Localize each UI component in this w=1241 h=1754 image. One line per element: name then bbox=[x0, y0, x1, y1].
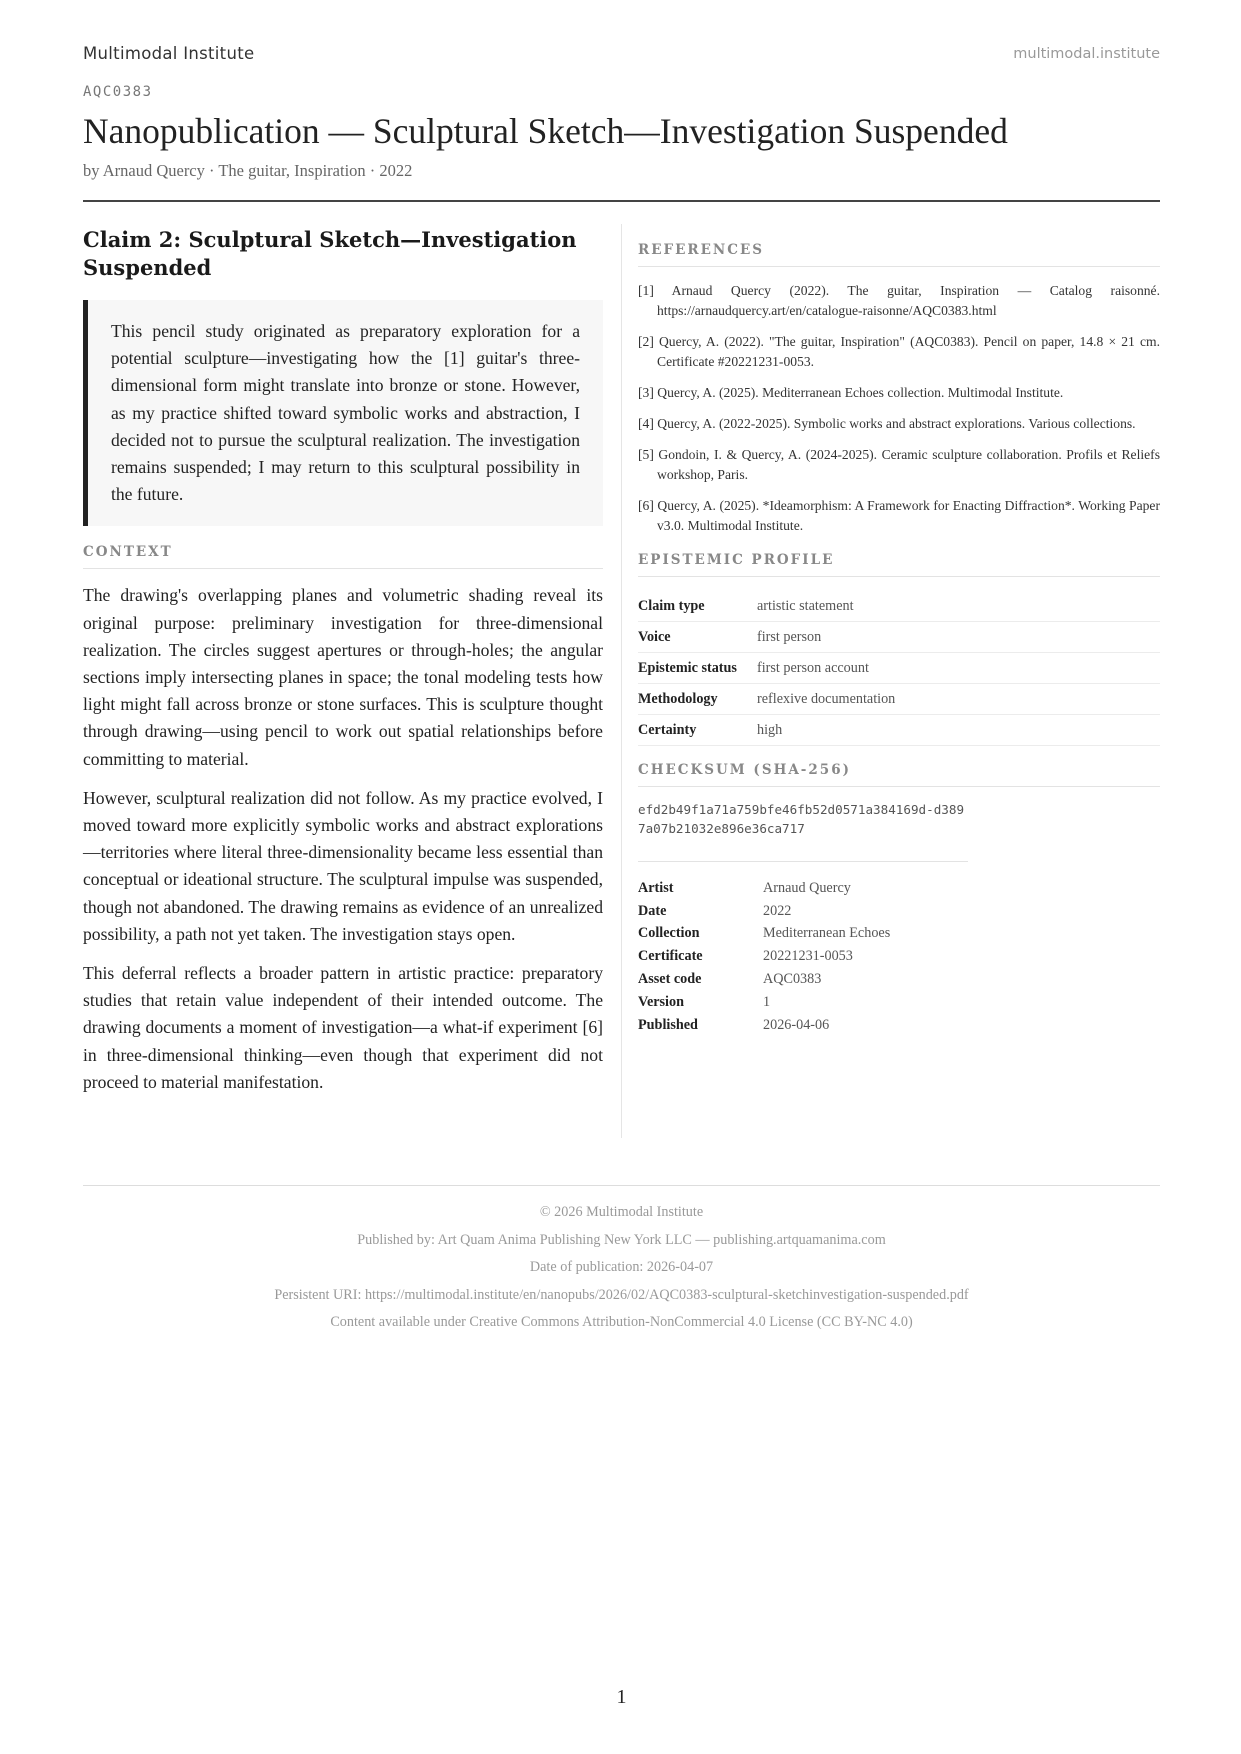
byline: by Arnaud Quercy · The guitar, Inspiration · 2022 bbox=[83, 161, 413, 180]
footer bbox=[83, 1204, 1160, 1342]
metadata-value: Arnaud Quercy bbox=[763, 879, 851, 896]
metadata-row bbox=[638, 945, 1160, 968]
references-heading: REFERENCES bbox=[638, 242, 1160, 267]
reference-item: [1] Arnaud Quercy (2022). The guitar, Inspiration — Catalog raisonné. https://arnaudquercy.art/en/catalogue-raisonne/AQC0383.html bbox=[638, 283, 1160, 318]
metadata-key: Collection bbox=[638, 925, 700, 942]
epistemic-value: first person account bbox=[757, 659, 869, 676]
metadata-value: 1 bbox=[763, 993, 771, 1010]
reference-item: [2] Quercy, A. (2022). "The guitar, Inspiration" (AQC0383). Pencil on paper, 14.8 × 21 cm. Certificate #20221231-0053. bbox=[638, 334, 1160, 369]
institute-name: Multimodal Institute bbox=[83, 44, 255, 63]
context-heading: CONTEXT bbox=[83, 544, 603, 569]
metadata-key: Published bbox=[638, 1016, 698, 1033]
metadata-row bbox=[638, 968, 1160, 991]
footer-copyright: © 2026 Multimodal Institute bbox=[539, 1204, 704, 1220]
epistemic-heading: EPISTEMIC PROFILE bbox=[638, 552, 1160, 577]
checksum-heading: CHECKSUM (SHA-256) bbox=[638, 762, 1160, 787]
claim-heading: Claim 2: Sculptural Sketch—Investigation Suspended bbox=[83, 227, 577, 280]
metadata-key: Certificate bbox=[638, 948, 703, 965]
header-divider bbox=[83, 200, 1160, 202]
asset-code: AQC0383 bbox=[83, 84, 153, 100]
checksum-value: efd2b49f1a71a759bfe46fb52d0571a384169d-d3897a07b21032e896e36ca717 bbox=[638, 800, 968, 862]
metadata-row bbox=[638, 923, 1160, 946]
column-divider bbox=[621, 224, 622, 1138]
sidebar bbox=[638, 242, 1160, 1037]
footer-publisher: Published by: Art Quam Anima Publishing New York LLC — publishing.artquamanima.com bbox=[357, 1231, 886, 1248]
footer-divider bbox=[83, 1185, 1160, 1186]
reference-item: [5] Gondoin, I. & Quercy, A. (2024-2025). Ceramic sculpture collaboration. Profils et Reliefs workshop, Paris. bbox=[638, 447, 1160, 482]
page-number: 1 bbox=[616, 1686, 627, 1708]
epistemic-key: Claim type bbox=[638, 597, 705, 614]
epistemic-key: Voice bbox=[638, 628, 671, 645]
metadata-key: Asset code bbox=[638, 971, 702, 988]
epistemic-key: Epistemic status bbox=[638, 659, 737, 676]
metadata-row bbox=[638, 1014, 1160, 1037]
epistemic-row bbox=[638, 622, 1160, 653]
epistemic-key: Methodology bbox=[638, 690, 718, 707]
metadata-row bbox=[638, 991, 1160, 1014]
metadata-value: 20221231-0053 bbox=[763, 948, 853, 965]
metadata-value: Mediterranean Echoes bbox=[763, 925, 891, 942]
epistemic-row bbox=[638, 684, 1160, 715]
epistemic-row bbox=[638, 653, 1160, 684]
reference-item: [4] Quercy, A. (2022-2025). Symbolic works and abstract explorations. Various collections. bbox=[638, 416, 1136, 431]
page-title: Nanopublication — Sculptural Sketch—Investigation Suspended bbox=[83, 111, 1008, 151]
main-column bbox=[83, 226, 603, 1108]
footer-license: Content available under Creative Commons Attribution-NonCommercial 4.0 License (CC BY-NC 4.0) bbox=[330, 1314, 913, 1331]
metadata-value: 2026-04-06 bbox=[763, 1016, 830, 1033]
metadata-value: 2022 bbox=[763, 902, 792, 919]
epistemic-row bbox=[638, 715, 1160, 746]
metadata-key: Date bbox=[638, 902, 667, 919]
metadata-table bbox=[638, 877, 1160, 1037]
epistemic-value: reflexive documentation bbox=[757, 690, 896, 707]
metadata-key: Version bbox=[638, 993, 684, 1010]
reference-item: [3] Quercy, A. (2025). Mediterranean Echoes collection. Multimodal Institute. bbox=[638, 385, 1064, 400]
epistemic-value: artistic statement bbox=[757, 597, 854, 614]
epistemic-key: Certainty bbox=[638, 721, 697, 738]
context-paragraph: The drawing's overlapping planes and volumetric shading reveal its original purpose: preliminary investigation for three-dimensional realization. The circles suggest apertures or through-holes; the angular sections imply intersecting planes in space; the tonal modeling tests how light might fall across bronze or stone surfaces. This is sculpture thought through drawing—using pencil to work out spatial relationships before committing to material. bbox=[83, 585, 603, 769]
epistemic-value: high bbox=[757, 721, 783, 738]
claim-quote: This pencil study originated as preparatory exploration for a potential sculpture—investigating how the [1] guitar's three-dimensional form might translate into bronze or stone. However, as my practice shifted toward symbolic works and abstraction, I decided not to pursue the sculptural realization. The investigation remains suspended; I may return to this sculptural possibility in the future. bbox=[83, 300, 603, 526]
context-paragraph: However, sculptural realization did not follow. As my practice evolved, I moved toward more explicitly symbolic works and abstract explorations—territories where literal three-dimensionality became less essential than conceptual or ideational structure. The sculptural impulse was suspended, though not abandoned. The drawing remains as evidence of an unrealized possibility, a path not yet taken. The investigation stays open. bbox=[83, 787, 603, 944]
reference-item: [6] Quercy, A. (2025). *Ideamorphism: A Framework for Enacting Diffraction*. Working Paper v3.0. Multimodal Institute. bbox=[638, 498, 1160, 533]
metadata-value: AQC0383 bbox=[763, 971, 822, 988]
page bbox=[83, 0, 1160, 1754]
epistemic-row bbox=[638, 591, 1160, 622]
footer-persistent-uri: Persistent URI: https://multimodal.institute/en/nanopubs/2026/02/AQC0383-sculptural-sketchinvestigation-suspended.pdf bbox=[274, 1286, 969, 1303]
institute-site: multimodal.institute bbox=[1013, 46, 1160, 62]
footer-publication-date: Date of publication: 2026-04-07 bbox=[529, 1259, 714, 1276]
context-paragraph: This deferral reflects a broader pattern in artistic practice: preparatory studies that retain value independent of their intended outcome. The drawing documents a moment of investigation—a what-if experiment [6] in three-dimensional thinking—even though that experiment did not proceed to material manifestation. bbox=[83, 963, 603, 1092]
metadata-row bbox=[638, 900, 1160, 923]
metadata-row bbox=[638, 877, 1160, 900]
metadata-key: Artist bbox=[638, 879, 674, 896]
epistemic-value: first person bbox=[757, 628, 822, 645]
top-bar bbox=[83, 44, 1160, 68]
